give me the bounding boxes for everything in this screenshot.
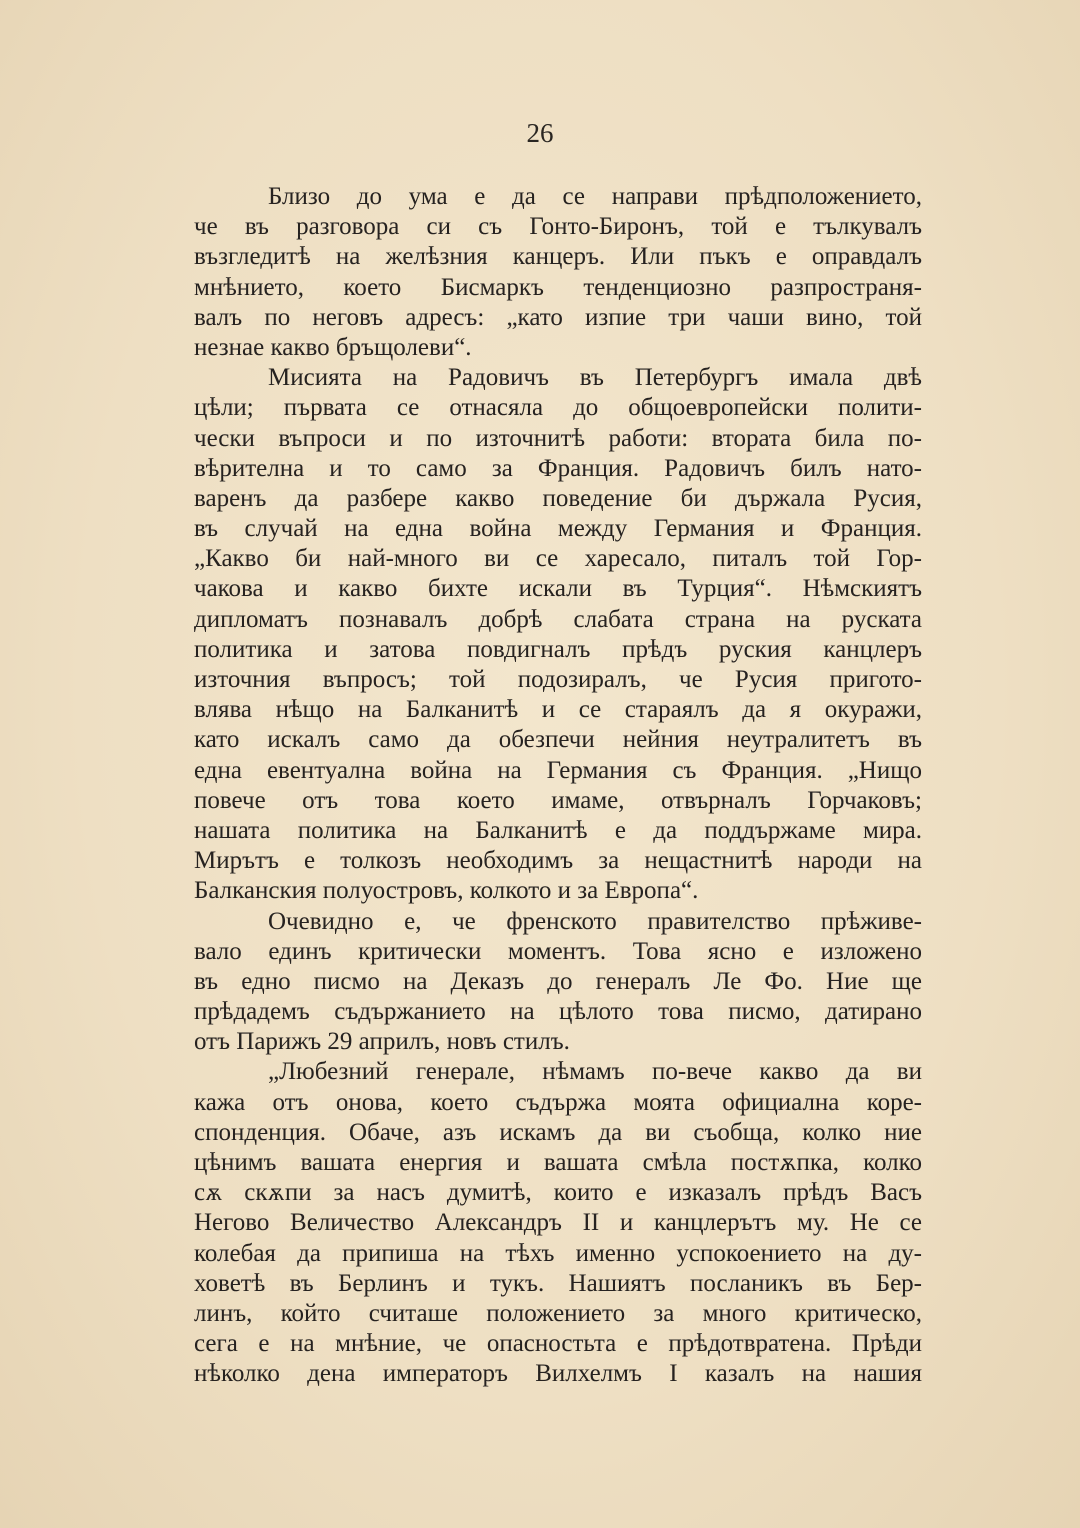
text-line: прѣдадемъ съдържанието на цѣлото това писмо, датирано xyxy=(194,998,922,1026)
text-line: Очевидно е, че френското правителство прѣживе- xyxy=(268,907,922,935)
text-line: Негово Величество Александръ II и канцлерътъ му. Не се xyxy=(194,1209,922,1237)
text-line: спонденция. Обаче, азъ искамъ да ви съобща, колко ние xyxy=(194,1118,922,1146)
text-line: Близо до ума е да се направи прѣдположението, xyxy=(268,183,922,210)
text-line: кажа отъ онова, което съдържа моята официална коре- xyxy=(194,1088,922,1116)
text-line: „Любезний генерале, нѣмамъ по-вече какво да ви xyxy=(268,1058,922,1086)
text-line: „Какво би най-много ви се харесало, питалъ той Гор- xyxy=(194,545,922,573)
text-line: вало единъ критически моментъ. Това ясно е изложено xyxy=(194,937,922,965)
text-line: цѣли; първата се отнасяла до общоевропейски полити- xyxy=(194,394,922,422)
text-line: ховетѣ въ Берлинъ и тукъ. Нашиятъ посланикъ въ Бер- xyxy=(194,1269,922,1297)
text-line: отъ Парижъ 29 априлъ, новъ стилъ. xyxy=(194,1028,570,1056)
text-line: Мисията на Радовичъ въ Петербургъ имала двѣ xyxy=(268,364,922,392)
text-line: нѣколко дена императоръ Вилхелмъ I казалъ на нашия xyxy=(194,1360,922,1388)
text-line: чакова и какво бихте искали въ Турция“. Нѣмскиятъ xyxy=(194,575,922,603)
text-line: колебая да припиша на тѣхъ именно успокоението на ду- xyxy=(194,1239,922,1267)
text-line: сѫ скѫпи за насъ думитѣ, които е изказалъ прѣдъ Васъ xyxy=(194,1179,922,1207)
text-line: въ случай на една война между Германия и Франция. xyxy=(194,515,922,543)
page-number: 26 xyxy=(526,118,554,148)
text-line: валъ по неговъ адресъ: „като изпие три чаши вино, той xyxy=(194,303,922,331)
text-line: нашата политика на Балканитѣ е да поддържаме мира. xyxy=(194,816,922,844)
text-line: влява нѣщо на Балканитѣ и се стараялъ да я окуражи, xyxy=(194,696,922,724)
text-line: дипломатъ познавалъ добрѣ слабата страна на руската xyxy=(194,605,922,633)
text-line: една евентуална война на Германия съ Франция. „Нищо xyxy=(194,756,922,784)
text-line: политика и затова повдигналъ прѣдъ руския канцлеръ xyxy=(194,635,922,663)
text-line: възгледитѣ на желѣзния канцеръ. Или пъкъ е оправдалъ xyxy=(194,243,922,271)
body-text xyxy=(194,182,922,1390)
text-line: източния въпросъ; той подозиралъ, че Русия пригото- xyxy=(194,666,922,693)
text-line: чески въпроси и по източнитѣ работи: втората била по- xyxy=(194,424,922,452)
text-line: като искалъ само да обезпечи нейния неутралитетъ въ xyxy=(194,726,922,754)
text-line: сега е на мнѣние, че опасностьта е прѣдотвратена. Прѣди xyxy=(194,1330,922,1358)
text-line: вѣрителна и то само за Франция. Радовичъ билъ нато- xyxy=(194,454,922,482)
text-line: мнѣнието, което Бисмаркъ тенденциозно разпространя- xyxy=(194,273,922,301)
text-line: варенъ да разбере какво поведение би държала Русия, xyxy=(194,484,922,512)
text-line: незнае какво бръщолеви“. xyxy=(194,333,472,361)
text-line: че въ разговора си съ Гонто-Биронъ, той е тълкувалъ xyxy=(194,213,922,241)
text-line: линъ, който считаше положението за много критическо, xyxy=(194,1299,922,1327)
text-line: цѣнимъ вашата енергия и вашата смѣла постѫпка, колко xyxy=(194,1149,922,1176)
text-line: Мирътъ е толкозъ необходимъ за нещастнитѣ народи на xyxy=(194,847,922,875)
text-line: повече отъ това което имаме, отвърналъ Горчаковъ; xyxy=(194,786,922,814)
text-line: въ едно писмо на Деказъ до генералъ Ле Фо. Ние ще xyxy=(194,967,922,995)
text-line: Балканския полуостровъ, колкото и за Европа“. xyxy=(194,877,699,905)
